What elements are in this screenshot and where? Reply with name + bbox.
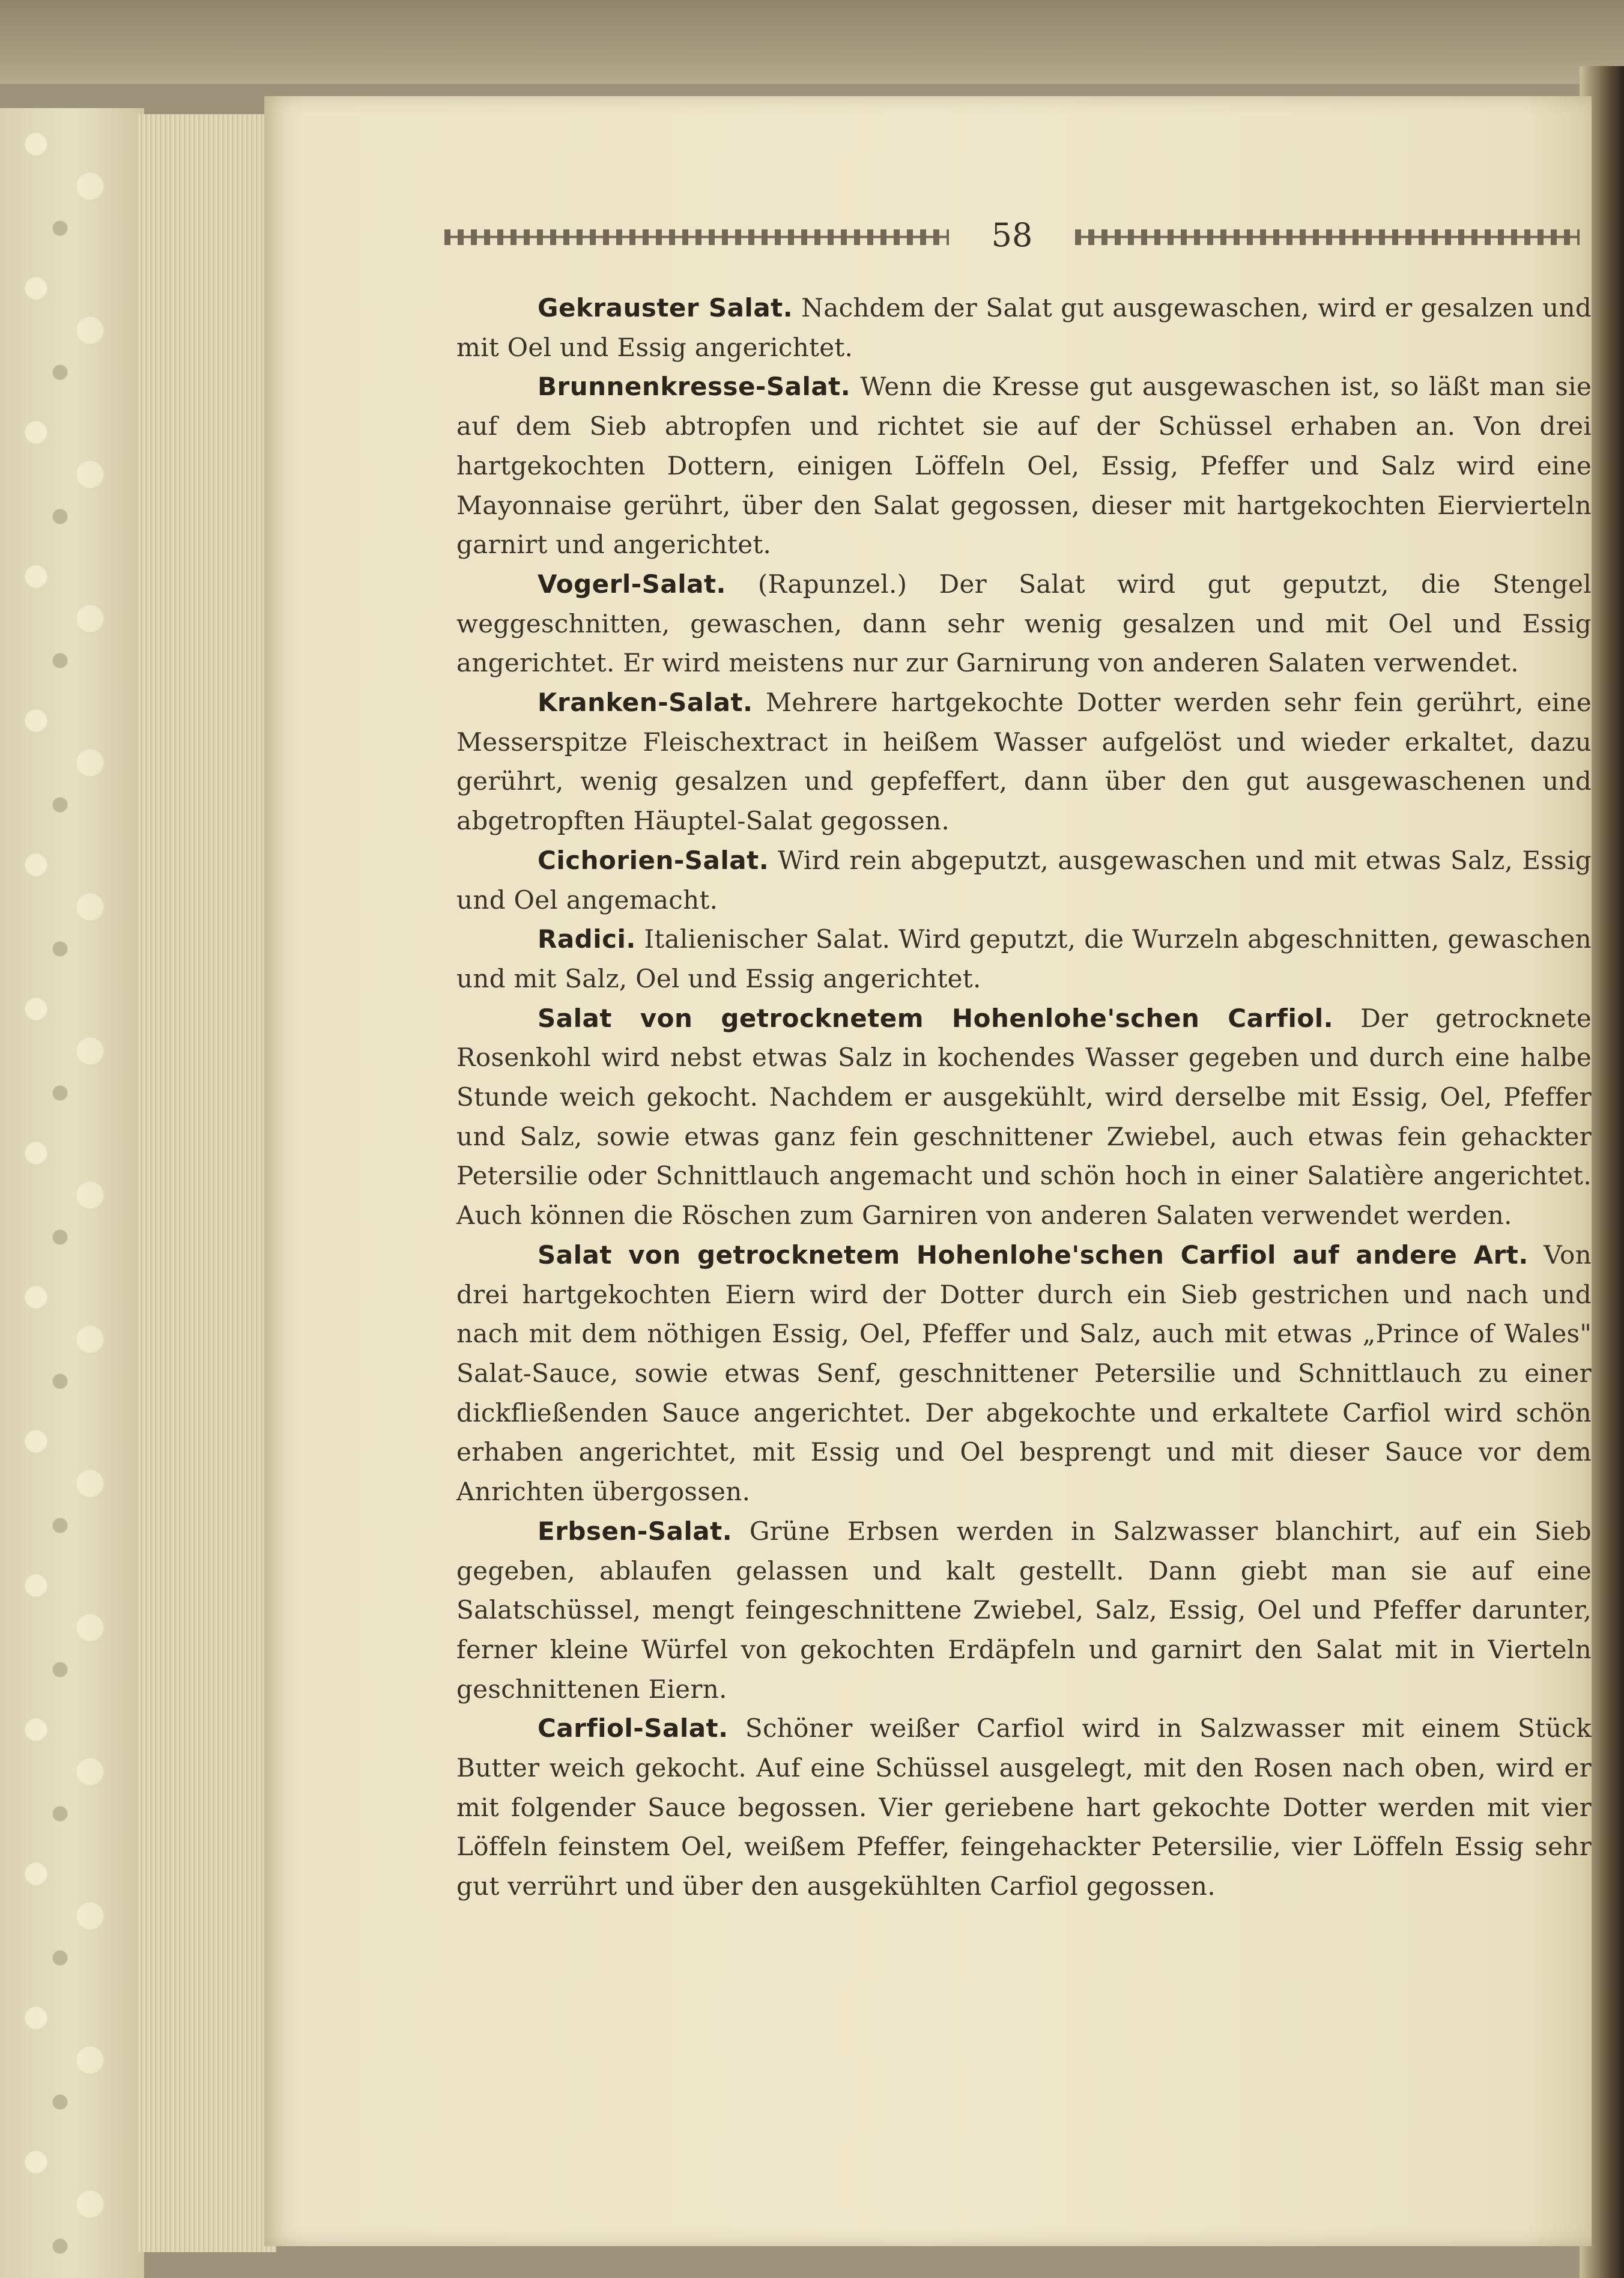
recipe-title: Kranken-Salat.	[538, 688, 753, 718]
recipe-title: Vogerl-Salat.	[538, 569, 727, 599]
recipe-entry	[456, 919, 1592, 998]
recipe-body: Von drei hartgekochten Eiern wird der Dotter durch ein Sieb gestrichen und nach und nach mit dem nöthigen Essig, Oel, Pfeffer und Salz, auch mit etwas „Prince of Wales" Salat-Sauce, sowie etwas Senf, geschnittener Petersilie und Schnittlauch zu einer dickfließenden Sauce angerichtet. Der abgekochte und erkaltete Carfiol wird schön erhaben angerichtet, mit Essig und Oel besprengt und mit dieser Sauce vor dem Anrichten übergossen.	[456, 1240, 1592, 1507]
recipe-entry	[456, 999, 1592, 1235]
recipe-body: Wird rein abgeputzt, ausgewaschen und mit etwas Salz, Essig und Oel angemacht.	[456, 845, 1592, 915]
recipe-title: Radici.	[538, 924, 636, 954]
recipe-text	[456, 288, 1592, 1906]
recipe-body: (Rapunzel.) Der Salat wird gut geputzt, die Stengel weggeschnitten, gewaschen, dann sehr wenig gesalzen und mit Oel und Essig angerichtet. Er wird meistens nur zur Garnirung von anderen Salaten verwendet.	[456, 569, 1592, 678]
recipe-entry	[456, 288, 1592, 367]
recipe-entry	[456, 841, 1592, 919]
recipe-body: Schöner weißer Carfiol wird in Salzwasser mit einem Stück Butter weich gekocht. Auf eine Schüssel ausgelegt, mit den Rosen nach oben, wird er mit folgender Sauce begossen. Vier geriebene hart gekochte Dotter werden mit vier Löffeln feinstem Oel, weißem Pfeffer, feingehackter Petersilie, vier Löffeln Essig sehr gut verrührt und über den ausgekühlten Carfiol gegossen.	[456, 1713, 1592, 1901]
ornamental-endpaper	[0, 108, 144, 2278]
recipe-entry	[456, 367, 1592, 565]
header-flourish-left	[444, 229, 949, 245]
recipe-body: Italienischer Salat. Wird geputzt, die Wurzeln abgeschnitten, gewaschen und mit Salz, Oel und Essig angerichtet.	[456, 924, 1592, 993]
recipe-title: Cichorien-Salat.	[538, 845, 769, 875]
recipe-entry	[456, 1512, 1592, 1709]
page-header	[444, 216, 1580, 258]
recipe-body: Der getrocknete Rosenkohl wird nebst etwas Salz in kochendes Wasser gegeben und durch eine halbe Stunde weich gekocht. Nachdem er ausgekühlt, wird derselbe mit Essig, Oel, Pfeffer und Salz, sowie etwas ganz fein geschnittener Zwiebel, auch etwas fein gehackter Petersilie oder Schnittlauch angemacht und schön hoch in einer Salatière angerichtet. Auch können die Röschen zum Garniren von anderen Salaten verwendet werden.	[456, 1003, 1592, 1231]
page-number: 58	[991, 216, 1033, 254]
recipe-title: Salat von getrocknetem Hohenlohe'schen Carfiol auf andere Art.	[538, 1240, 1529, 1270]
recipe-title: Carfiol-Salat.	[538, 1713, 729, 1743]
recipe-entry	[456, 683, 1592, 841]
recipe-title: Salat von getrocknetem Hohenlohe'schen Carfiol.	[538, 1003, 1334, 1033]
recipe-entry	[456, 565, 1592, 683]
recipe-body: Wenn die Kresse gut ausgewaschen ist, so läßt man sie auf dem Sieb abtropfen und richtet sie auf der Schüssel erhaben an. Von drei hartgekochten Dottern, einigen Löffeln Oel, Essig, Pfeffer und Salz wird eine Mayonnaise gerührt, über den Salat gegossen, dieser mit hartgekochten Eiervierteln garnirt und angerichtet.	[456, 372, 1592, 560]
recipe-title: Erbsen-Salat.	[538, 1516, 733, 1546]
recipe-body: Nachdem der Salat gut ausgewaschen, wird er gesalzen und mit Oel und Essig angerichtet.	[456, 293, 1592, 362]
recipe-title: Gekrauster Salat.	[538, 293, 793, 323]
recipe-title: Brunnenkresse-Salat.	[538, 372, 851, 402]
recipe-body: Grüne Erbsen werden in Salzwasser blanchirt, auf ein Sieb gegeben, ablaufen gelassen und kalt gestellt. Dann giebt man sie auf eine Salatschüssel, mengt feingeschnittene Zwiebel, Salz, Essig, Oel und Pfeffer darunter, ferner kleine Würfel von gekochten Erdäpfeln und garnirt den Salat mit in Vierteln geschnittenen Eiern.	[456, 1516, 1592, 1704]
page-stack-edge	[138, 114, 276, 2252]
recipe-entry	[456, 1709, 1592, 1906]
top-edge	[0, 0, 1624, 90]
header-flourish-right	[1075, 229, 1580, 245]
recipe-body: Mehrere hartgekochte Dotter werden sehr fein gerührt, eine Messerspitze Fleischextract in heißem Wasser aufgelöst und wieder erkaltet, dazu gerührt, wenig gesalzen und gepfeffert, dann über den gut ausgewaschenen und abgetropften Häuptel-Salat gegossen.	[456, 688, 1592, 836]
recipe-entry	[456, 1235, 1592, 1512]
